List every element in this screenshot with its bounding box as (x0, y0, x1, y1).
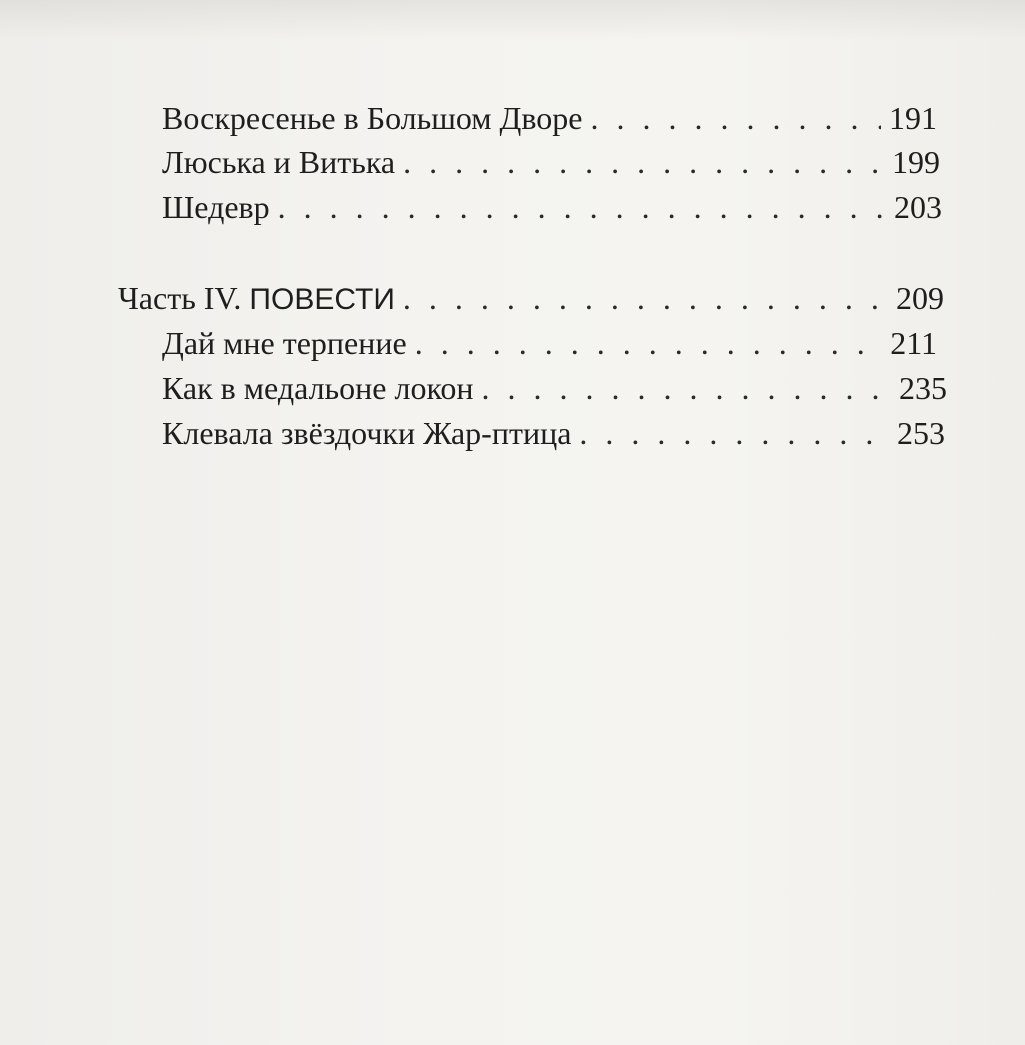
toc-entry-page: 203 (894, 189, 942, 225)
dot-leader (415, 321, 882, 365)
toc-entry-page: 199 (892, 144, 940, 180)
toc-entry-page: 211 (890, 325, 937, 361)
toc-entry (162, 96, 937, 140)
dot-leader (403, 140, 884, 184)
part-page: 209 (896, 280, 944, 316)
toc-entry-title: Воскресенье в Большом Дворе (162, 100, 583, 136)
part-name: ПОВЕСТИ (249, 283, 395, 316)
dot-leader (590, 96, 881, 140)
toc-entry-title: Шедевр (162, 189, 270, 225)
dot-leader (403, 276, 888, 320)
toc-entry-page: 253 (897, 415, 945, 451)
dot-leader (481, 366, 891, 410)
toc-entry-title: Дай мне терпение (162, 325, 407, 361)
part-label: Часть IV. (118, 280, 250, 316)
toc-entry (162, 411, 945, 455)
toc-entry-page: 235 (899, 370, 947, 406)
toc-entry-title: Люська и Витька (162, 144, 396, 180)
dot-leader (278, 185, 886, 229)
toc-entry-title: Как в медальоне локон (162, 370, 474, 406)
toc-entry (162, 140, 940, 184)
toc-entry-title: Клевала звёздочки Жар-птица (162, 415, 572, 451)
toc-entry (162, 321, 937, 365)
part-title (118, 276, 395, 322)
toc-entry (162, 366, 947, 410)
dot-leader (579, 411, 889, 455)
toc-part-heading (118, 276, 944, 320)
toc-entry-page: 191 (889, 100, 937, 136)
toc-entry (162, 185, 942, 229)
